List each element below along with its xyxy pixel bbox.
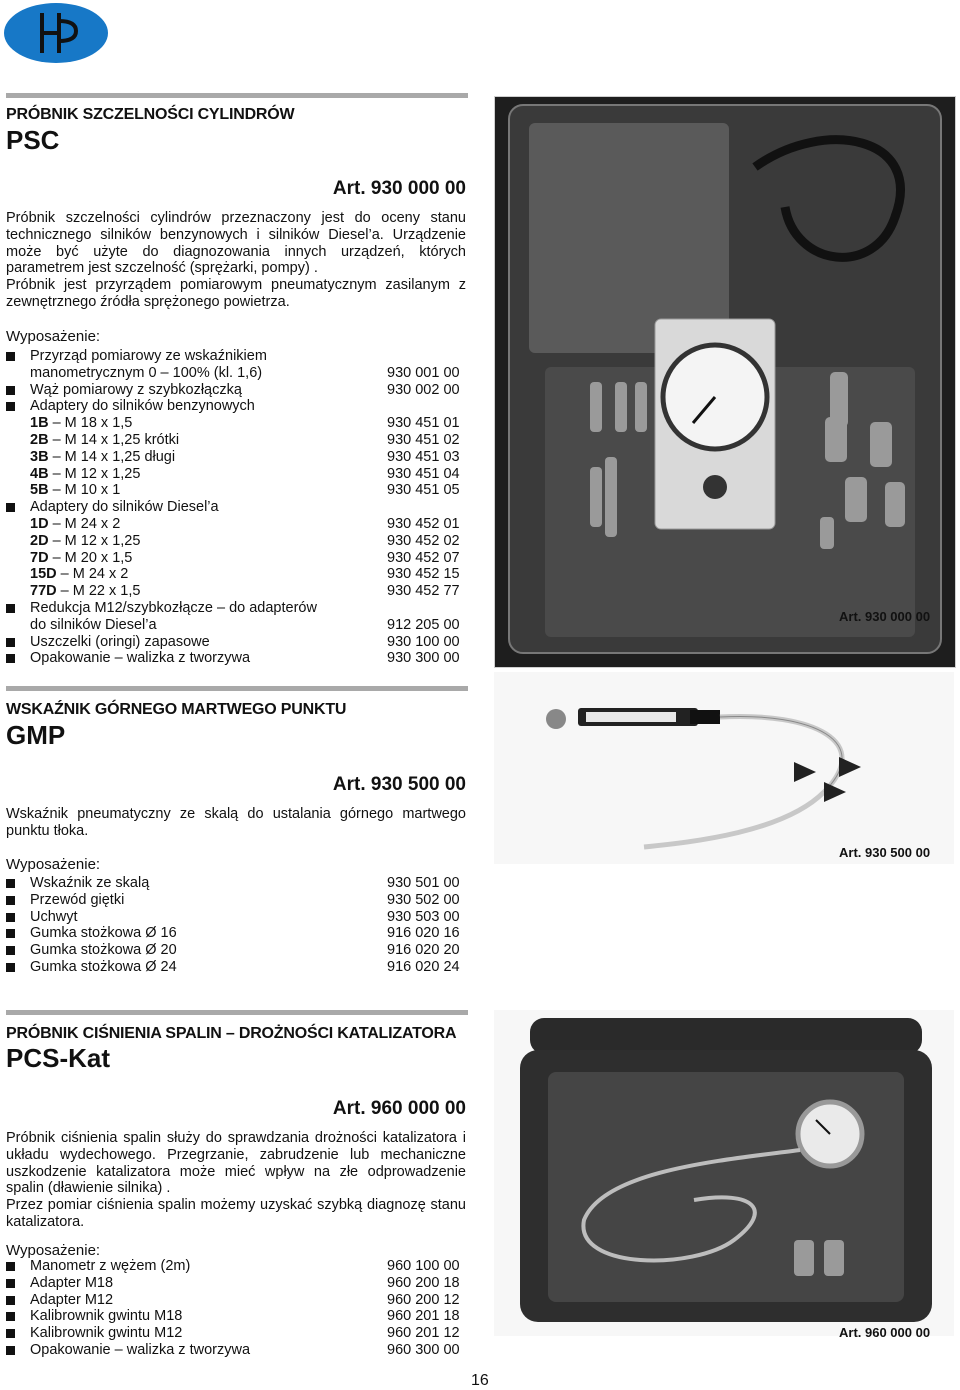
item-text: – M 20 x 1,5 [48,549,133,566]
item-text: Gumka stożkowa Ø 24 [30,958,177,975]
item-text: – M 18 x 1,5 [48,415,133,432]
equipment-item [6,925,466,942]
catalog-number: 916 020 20 [387,942,460,959]
equipment-list [6,1258,466,1359]
catalog-number: 960 201 12 [387,1325,460,1342]
catalog-number: 930 451 05 [387,482,460,499]
section-description [6,806,466,840]
adapter-code: 2B [30,431,49,448]
equipment-item [6,583,466,600]
adapter-code: 15D [30,566,57,583]
item-description [30,583,140,600]
item-description [30,1292,113,1309]
item-description [30,650,250,667]
adapter-code: 7D [30,549,49,566]
catalog-number: 912 205 00 [387,616,460,633]
equipment-item [6,466,466,483]
item-text: Redukcja M12/szybkozłącze – do adapterów [30,599,317,616]
indicator-illustration [494,672,954,864]
item-description [30,875,149,892]
equipment-item [6,1292,466,1309]
photo-caption: Art. 930 000 00 [839,609,931,624]
description-paragraph: Próbnik ciśnienia spalin służy do sprawdzania drożności katalizatora i układu wydechowego. Przegrzanie, zabrudzenie lub mechaniczne uszkodzenie katalizatora może mieć wpływ na złe odprowadzenie spalin (dławienie silnika) . [6,1130,466,1197]
square-bullet-icon [6,352,15,361]
item-description [30,1342,250,1359]
item-description [30,516,120,533]
section-title: WSKAŹNIK GÓRNEGO MARTWEGO PUNKTU [6,701,347,718]
item-description [30,959,177,976]
catalog-number: 960 100 00 [387,1258,460,1274]
item-text: do silników Diesel’a [30,616,157,633]
equipment-item [6,909,466,926]
item-text: – M 22 x 1,5 [56,583,141,600]
equipment-item [6,533,466,550]
item-text: – M 24 x 2 [56,566,129,583]
article-number: Art. 960 000 00 [332,1098,466,1119]
equipment-item [6,499,466,516]
square-bullet-icon [6,963,15,972]
item-description [30,466,140,483]
catalog-number: 930 503 00 [387,908,460,925]
item-description [30,415,132,432]
item-description [30,550,132,567]
item-description [30,499,219,516]
equipment-item [6,634,466,651]
section-title: PRÓBNIK SZCZELNOŚCI CYLINDRÓW [6,106,295,123]
adapter-code: 1B [30,415,49,432]
equipment-item [6,449,466,466]
item-description [30,382,242,399]
adapter-code: 1D [30,515,49,532]
section-pcs-kat [6,1015,466,1365]
square-bullet-icon [6,638,15,647]
square-bullet-icon [6,1329,15,1338]
equipment-item [6,600,466,617]
catalog-number: 930 451 03 [387,448,460,465]
square-bullet-icon [6,654,15,663]
square-bullet-icon [6,1296,15,1305]
square-bullet-icon [6,1312,15,1321]
item-description [30,909,78,926]
section-description [6,210,466,311]
square-bullet-icon [6,1279,15,1288]
square-bullet-icon [6,402,15,411]
catalog-number: 930 451 01 [387,415,460,432]
item-description [30,1275,113,1292]
equipment-item [6,482,466,499]
equipment-item [6,942,466,959]
item-text: Wąż pomiarowy z szybkozłączką [30,381,242,398]
item-text: Uszczelki (oringi) zapasowe [30,633,210,650]
item-description [30,600,317,617]
equipment-item [6,959,466,976]
catalog-number: 930 452 01 [387,515,460,532]
adapter-code: 77D [30,583,57,600]
item-text: – M 14 x 1,25 krótki [48,431,180,448]
catalog-number: 916 020 24 [387,958,460,975]
section-code: PCS-Kat [6,1043,111,1073]
adapter-code: 3B [30,448,49,465]
section-psc [6,98,466,678]
item-text: – M 12 x 1,25 [48,532,141,549]
equipment-item [6,1342,466,1359]
square-bullet-icon [6,503,15,512]
description-paragraph: Przez pomiar ciśnienia spalin możemy uzyskać szybką diagnozę stanu katalizatora. [6,1197,466,1230]
item-text: Adaptery do silników Diesel’a [30,499,219,516]
item-description [30,365,262,382]
item-text: Uchwyt [30,908,78,925]
catalog-number: 930 502 00 [387,891,460,908]
section-gmp [6,691,466,981]
item-text: Adapter M18 [30,1274,114,1291]
equipment-item [6,516,466,533]
item-description [30,942,177,959]
equipment-item [6,1325,466,1342]
item-description [30,432,179,449]
catalog-number: 960 200 12 [387,1291,460,1308]
item-description [30,1325,182,1342]
adapter-code: 5B [30,482,49,499]
item-text: Opakowanie – walizka z tworzywa [30,650,251,667]
catalog-number: 930 002 00 [387,381,460,398]
catalog-number: 960 201 18 [387,1308,460,1325]
square-bullet-icon [6,929,15,938]
product-photo-pcs-kat [494,1010,954,1336]
item-text: Manometr z wężem (2m) [30,1258,191,1274]
logo-mark [4,3,108,63]
item-description [30,1308,182,1325]
catalog-number: 930 100 00 [387,633,460,650]
equipment-item [6,617,466,634]
square-bullet-icon [6,946,15,955]
page-number: 16 [471,1372,489,1389]
equipment-item [6,650,466,667]
item-text: Przewód giętki [30,891,125,908]
adapter-code: 2D [30,532,49,549]
equipment-item [6,365,466,382]
section-description [6,1130,466,1231]
item-text: Wskaźnik ze skalą [30,875,150,891]
product-photo-gmp [494,672,954,864]
square-bullet-icon [6,896,15,905]
equipment-item [6,892,466,909]
item-text: Kalibrownik gwintu M18 [30,1308,183,1325]
photo-caption: Art. 930 500 00 [839,845,931,860]
square-bullet-icon [6,604,15,613]
item-description [30,533,140,550]
catalog-number: 930 451 04 [387,465,460,482]
item-description [30,634,210,651]
equipment-label: Wyposażenie: [6,1242,101,1259]
item-text: – M 10 x 1 [48,482,121,499]
catalog-number: 960 200 18 [387,1274,460,1291]
square-bullet-icon [6,913,15,922]
case-illustration [494,1010,954,1336]
item-text: Przyrząd pomiarowy ze wskaźnikiem [30,348,267,364]
item-description [30,1258,190,1275]
catalog-number: 930 001 00 [387,364,460,381]
catalog-number: 930 452 77 [387,583,460,600]
equipment-item [6,1308,466,1325]
catalog-number: 930 501 00 [387,875,460,891]
item-text: – M 24 x 2 [48,515,121,532]
equipment-item [6,432,466,449]
catalog-number: 916 020 16 [387,925,460,942]
item-description [30,617,157,634]
square-bullet-icon [6,386,15,395]
section-code: GMP [6,720,66,750]
article-number: Art. 930 500 00 [332,774,466,795]
square-bullet-icon [6,879,15,888]
catalog-number: 930 452 15 [387,566,460,583]
equipment-label: Wyposażenie: [6,856,101,873]
square-bullet-icon [6,1262,15,1271]
equipment-item [6,382,466,399]
catalog-number: 930 452 02 [387,532,460,549]
item-text: Gumka stożkowa Ø 20 [30,942,177,959]
catalog-number: 930 300 00 [387,650,460,667]
item-description [30,449,175,466]
case-illustration [495,97,955,667]
product-photo-psc [494,96,956,668]
equipment-item [6,1258,466,1275]
item-text: Kalibrownik gwintu M12 [30,1325,183,1342]
equipment-item [6,550,466,567]
item-text: Gumka stożkowa Ø 16 [30,925,177,942]
item-description [30,398,255,415]
equipment-item [6,348,466,365]
description-paragraph: Próbnik jest przyrządem pomiarowym pneumatycznym zasilanym z zewnętrznego źródła sprężonego powietrza. [6,277,466,310]
company-logo [4,3,108,63]
equipment-label: Wyposażenie: [6,328,101,345]
item-description [30,925,177,942]
item-text: manometrycznym 0 – 100% (kl. 1,6) [30,364,263,381]
equipment-list [6,348,466,667]
section-code: PSC [6,125,60,155]
item-text: – M 14 x 1,25 długi [48,448,176,465]
equipment-item [6,875,466,892]
item-description [30,566,128,583]
square-bullet-icon [6,1346,15,1355]
item-description [30,482,120,499]
description-paragraph: Wskaźnik pneumatyczny ze skalą do ustalania górnego martwego punktu tłoka. [6,806,466,839]
item-description [30,892,124,909]
adapter-code: 4B [30,465,49,482]
catalog-number: 930 452 07 [387,549,460,566]
item-text: Opakowanie – walizka z tworzywa [30,1341,251,1358]
equipment-item [6,1275,466,1292]
article-number: Art. 930 000 00 [332,178,466,199]
equipment-item [6,398,466,415]
equipment-item [6,415,466,432]
item-text: Adaptery do silników benzynowych [30,398,255,415]
catalog-number: 960 300 00 [387,1341,460,1358]
item-description [30,348,267,365]
description-paragraph: Próbnik szczelności cylindrów przeznaczony jest do oceny stanu technicznego silników benzynowych i silników Diesel’a. Urządzenie może być użyte do diagnozowania innych urządzeń, których parametrem jest szczelność (sprężarki, pompy) . [6,210,466,277]
photo-caption: Art. 960 000 00 [839,1325,931,1340]
section-title: PRÓBNIK CIŚNIENIA SPALIN – DROŻNOŚCI KATALIZATORA [6,1025,457,1042]
item-text: Adapter M12 [30,1291,114,1308]
equipment-item [6,566,466,583]
equipment-list [6,875,466,976]
catalog-number: 930 451 02 [387,431,460,448]
item-text: – M 12 x 1,25 [48,465,141,482]
